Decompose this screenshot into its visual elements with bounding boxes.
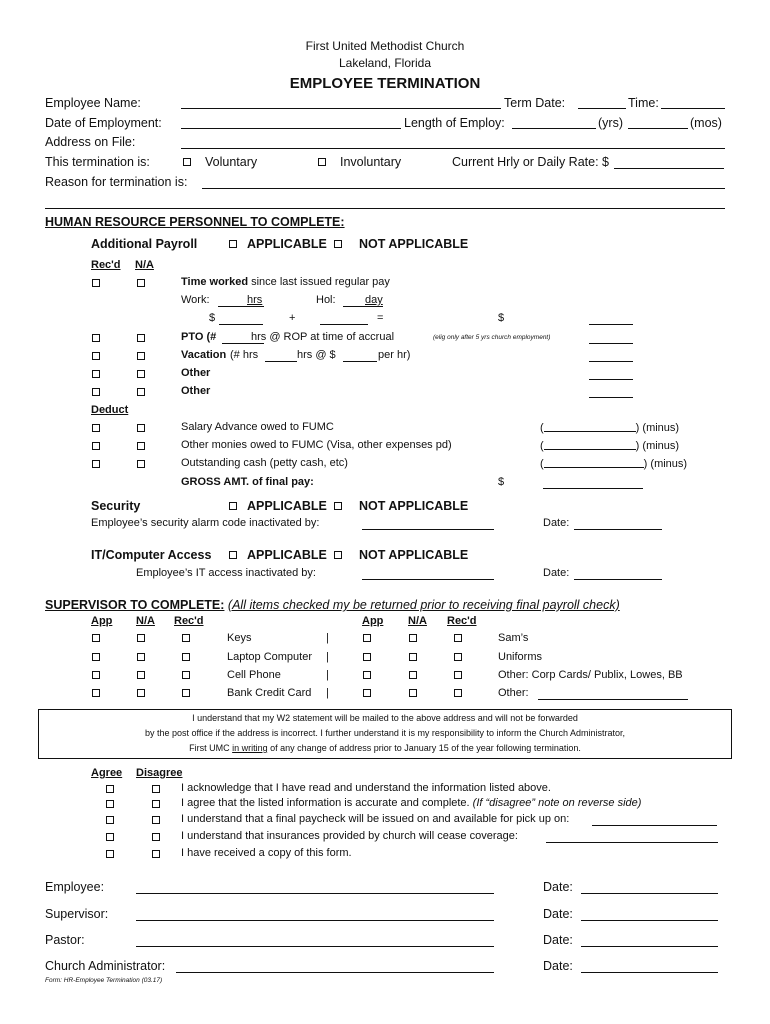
supervisor-item-keys: Keys	[227, 632, 252, 644]
vacation-total-field[interactable]	[589, 361, 633, 362]
other-1-total-field[interactable]	[589, 379, 633, 380]
additional-payroll-label: Additional Payroll	[91, 237, 198, 251]
security-inactivated-label: Employee’s security alarm code inactivated by:	[91, 517, 320, 529]
address-field[interactable]	[181, 148, 725, 149]
salary-advance-field[interactable]	[544, 421, 636, 432]
ack-3-agree-checkbox[interactable]	[106, 816, 114, 824]
length-of-employ-label: Length of Employ:	[404, 116, 505, 130]
keys-app-checkbox[interactable]	[92, 634, 100, 642]
laptop-na-checkbox[interactable]	[137, 653, 145, 661]
other-1-label: Other	[181, 367, 211, 379]
ack-1-agree-checkbox[interactable]	[106, 785, 114, 793]
church-admin-signature-field[interactable]	[176, 972, 494, 973]
pto-hrs-field[interactable]	[222, 343, 264, 344]
supervisor-item-uniforms: Uniforms	[498, 651, 543, 663]
security-not-applicable-checkbox[interactable]	[334, 502, 342, 510]
vacation-hrs-label: hrs @ $	[297, 349, 336, 361]
supervisor-item-cell-phone: Cell Phone	[227, 669, 281, 681]
org-location: Lakeland, Florida	[338, 56, 432, 70]
security-inactivated-by-field[interactable]	[362, 529, 494, 530]
it-inactivated-label: Employee’s IT access inactivated by:	[136, 567, 316, 579]
minus-label: (minus)	[650, 458, 688, 470]
involuntary-checkbox[interactable]	[318, 158, 326, 166]
ack-item-1: I acknowledge that I have read and understand the information listed above.	[181, 782, 551, 794]
uniforms-na-checkbox[interactable]	[409, 653, 417, 661]
cell-phone-na-checkbox[interactable]	[137, 671, 145, 679]
ack-item-5: I have received a copy of this form.	[181, 847, 352, 859]
it-date-label: Date:	[543, 567, 570, 579]
per-hr-label: per hr)	[378, 349, 411, 361]
notice-line-1: I understand that my W2 statement will be mailed to the above address and will not be forwarded	[192, 713, 578, 723]
employee-name-label: Employee Name:	[45, 96, 141, 110]
recd-col-header: Rec'd	[91, 259, 121, 271]
app-col-header-right: App	[362, 615, 384, 627]
date-of-employment-label: Date of Employment:	[45, 116, 162, 130]
security-applicable-checkbox[interactable]	[229, 502, 237, 510]
payroll-applicable-label: APPLICABLE	[247, 237, 327, 251]
cell-phone-recd-checkbox[interactable]	[182, 671, 190, 679]
term-date-field[interactable]	[578, 108, 626, 109]
security-label: Security	[91, 499, 141, 513]
supervisor-item-corp-cards: Other: Corp Cards/ Publix, Lowes, BB	[498, 669, 683, 681]
pto-na-checkbox[interactable]	[137, 334, 145, 342]
outstanding-cash-field[interactable]	[544, 457, 644, 468]
sams-recd-checkbox[interactable]	[454, 634, 462, 642]
page-title: EMPLOYEE TERMINATION	[289, 75, 481, 92]
uniforms-app-checkbox[interactable]	[363, 653, 371, 661]
ack-2-agree-checkbox[interactable]	[106, 800, 114, 808]
other-2-recd-checkbox[interactable]	[92, 388, 100, 396]
it-not-applicable-label: NOT APPLICABLE	[359, 548, 469, 562]
time-worked-recd-checkbox[interactable]	[92, 279, 100, 287]
vacation-recd-checkbox[interactable]	[92, 352, 100, 360]
insurance-coverage-field[interactable]	[546, 842, 718, 843]
time-worked-na-checkbox[interactable]	[137, 279, 145, 287]
pto-rest-label: hrs @ ROP at time of accrual	[251, 331, 395, 343]
outstanding-cash-label: Outstanding cash (petty cash, etc)	[181, 457, 348, 469]
pastor-date-label: Date:	[543, 933, 573, 947]
agree-col-header: Agree	[91, 767, 123, 779]
ack-item-3: I understand that a final paycheck will be issued on and available for pick up on:	[181, 813, 570, 825]
other-2-total-field[interactable]	[589, 397, 633, 398]
laptop-recd-checkbox[interactable]	[182, 653, 190, 661]
ack-item-2: I agree that the listed information is accurate and complete. (If “disagree” note on reverse side)	[181, 797, 642, 809]
mos-label: (mos)	[690, 116, 722, 130]
column-divider: |	[326, 651, 329, 663]
term-date-label: Term Date:	[504, 96, 566, 110]
ack-2-disagree-checkbox[interactable]	[152, 800, 160, 808]
hol-label: Hol:	[316, 294, 336, 306]
payroll-not-applicable-label: NOT APPLICABLE	[359, 237, 469, 251]
employee-signature-label: Employee:	[45, 880, 105, 894]
keys-recd-checkbox[interactable]	[182, 634, 190, 642]
outstanding-cash-amount: ( ) (minus)	[540, 458, 688, 470]
church-admin-date-label: Date:	[543, 959, 573, 973]
payroll-not-applicable-checkbox[interactable]	[334, 240, 342, 248]
paycheck-date-field[interactable]	[592, 825, 717, 826]
vacation-na-checkbox[interactable]	[137, 352, 145, 360]
minus-label: (minus)	[642, 422, 680, 434]
cell-phone-app-checkbox[interactable]	[92, 671, 100, 679]
other-na-checkbox[interactable]	[409, 689, 417, 697]
security-date-field[interactable]	[574, 529, 662, 530]
notice-line-3: First UMC in writing of any change of address prior to January 15 of the year following termination.	[189, 743, 581, 753]
sams-app-checkbox[interactable]	[363, 634, 371, 642]
other-monies-recd-checkbox[interactable]	[92, 442, 100, 450]
disagree-col-header: Disagree	[136, 767, 183, 779]
employee-date-field[interactable]	[581, 893, 718, 894]
reason-label: Reason for termination is:	[45, 175, 188, 189]
ack-3-disagree-checkbox[interactable]	[152, 816, 160, 824]
employee-date-label: Date:	[543, 880, 573, 894]
column-divider: |	[326, 632, 329, 644]
ack-5-disagree-checkbox[interactable]	[152, 850, 160, 858]
minus-label: (minus)	[642, 440, 680, 452]
bank-card-na-checkbox[interactable]	[137, 689, 145, 697]
other-1-recd-checkbox[interactable]	[92, 370, 100, 378]
app-col-header-left: App	[91, 615, 113, 627]
hol-day-unit: day	[365, 294, 383, 306]
termination-is-label: This termination is:	[45, 155, 150, 169]
hol-amount-field[interactable]	[320, 324, 368, 325]
total-dollar-sign: $	[498, 312, 505, 324]
work-amount-field[interactable]	[219, 324, 263, 325]
current-rate-label: Current Hrly or Daily Rate: $	[452, 155, 609, 169]
column-divider: |	[326, 669, 329, 681]
sams-na-checkbox[interactable]	[409, 634, 417, 642]
other-2-na-checkbox[interactable]	[137, 388, 145, 396]
supervisor-item-laptop: Laptop Computer	[227, 651, 312, 663]
supervisor-item-sams: Sam’s	[498, 632, 529, 644]
it-not-applicable-checkbox[interactable]	[334, 551, 342, 559]
time-worked-total-field[interactable]	[589, 324, 633, 325]
ack-item-4: I understand that insurances provided by church will cease coverage:	[181, 830, 518, 842]
security-applicable-label: APPLICABLE	[247, 499, 327, 513]
length-yrs-field[interactable]	[512, 128, 596, 129]
salary-advance-recd-checkbox[interactable]	[92, 424, 100, 432]
ack-5-agree-checkbox[interactable]	[106, 850, 114, 858]
other-monies-na-checkbox[interactable]	[137, 442, 145, 450]
equals-sign: =	[377, 312, 384, 324]
other-app-checkbox[interactable]	[363, 689, 371, 697]
salary-advance-amount: ( ) (minus)	[540, 422, 680, 434]
ack-1-disagree-checkbox[interactable]	[152, 785, 160, 793]
other-recd-checkbox[interactable]	[454, 689, 462, 697]
plus-sign: +	[289, 312, 296, 324]
pto-recd-checkbox[interactable]	[92, 334, 100, 342]
it-applicable-label: APPLICABLE	[247, 548, 327, 562]
recd-col-header-left: Rec'd	[174, 615, 204, 627]
time-field[interactable]	[661, 108, 725, 109]
gross-amount-field[interactable]	[543, 488, 643, 489]
reason-field[interactable]	[202, 188, 725, 189]
voluntary-checkbox[interactable]	[183, 158, 191, 166]
outstanding-cash-recd-checkbox[interactable]	[92, 460, 100, 468]
supervisor-date-field[interactable]	[581, 920, 718, 921]
pastor-signature-field[interactable]	[136, 946, 494, 947]
other-2-label: Other	[181, 385, 211, 397]
bank-card-app-checkbox[interactable]	[92, 689, 100, 697]
church-admin-signature-label: Church Administrator:	[45, 959, 166, 973]
security-date-label: Date:	[543, 517, 570, 529]
date-of-employment-field[interactable]	[181, 128, 401, 129]
employee-signature-field[interactable]	[136, 893, 494, 894]
recd-col-header-right: Rec'd	[447, 615, 477, 627]
supervisor-date-label: Date:	[543, 907, 573, 921]
address-notice-box	[38, 709, 732, 759]
other-monies-label: Other monies owed to FUMC (Visa, other expenses pd)	[181, 439, 452, 451]
voluntary-label: Voluntary	[205, 155, 258, 169]
time-worked-label: Time worked since last issued regular pay	[181, 276, 390, 288]
other-1-na-checkbox[interactable]	[137, 370, 145, 378]
supervisor-heading: SUPERVISOR TO COMPLETE: (All items checked my be returned prior to receiving final payroll check)	[45, 598, 620, 612]
gross-amount-label: GROSS AMT. of final pay:	[181, 476, 314, 488]
security-not-applicable-label: NOT APPLICABLE	[359, 499, 469, 513]
keys-na-checkbox[interactable]	[137, 634, 145, 642]
work-label: Work:	[181, 294, 210, 306]
reason-field-line-2[interactable]	[45, 208, 725, 209]
hol-day-field[interactable]	[343, 306, 383, 307]
pastor-signature-label: Pastor:	[45, 933, 85, 947]
column-divider: |	[326, 687, 329, 699]
it-access-label: IT/Computer Access	[91, 548, 212, 562]
other-monies-amount: ( ) (minus)	[540, 440, 680, 452]
pto-total-field[interactable]	[589, 343, 633, 344]
vacation-label: Vacation	[181, 349, 227, 361]
na-col-header-left: N/A	[136, 615, 155, 627]
form-footer: Form: HR-Employee Termination (03.17)	[45, 977, 163, 984]
outstanding-cash-na-checkbox[interactable]	[137, 460, 145, 468]
org-name: First United Methodist Church	[305, 39, 465, 53]
bank-card-recd-checkbox[interactable]	[182, 689, 190, 697]
supervisor-item-other: Other:	[498, 687, 529, 699]
other-item-field[interactable]	[538, 699, 688, 700]
corp-cards-recd-checkbox[interactable]	[454, 671, 462, 679]
yrs-label: (yrs)	[598, 116, 623, 130]
notice-line-2: by the post office if the address is incorrect. I further understand it is my responsibility to inform the Church Administrator,	[144, 728, 626, 738]
vacation-rate-field[interactable]	[343, 361, 377, 362]
length-mos-field[interactable]	[628, 128, 688, 129]
salary-advance-na-checkbox[interactable]	[137, 424, 145, 432]
pto-label: PTO (#	[181, 331, 217, 343]
na-col-header-right: N/A	[408, 615, 427, 627]
supervisor-signature-field[interactable]	[136, 920, 494, 921]
vacation-hrs-field[interactable]	[265, 361, 297, 362]
current-rate-field[interactable]	[614, 168, 724, 169]
hr-section-heading: HUMAN RESOURCE PERSONNEL TO COMPLETE:	[45, 215, 345, 229]
laptop-app-checkbox[interactable]	[92, 653, 100, 661]
ack-4-agree-checkbox[interactable]	[106, 833, 114, 841]
pastor-date-field[interactable]	[581, 946, 718, 947]
work-dollar-sign: $	[209, 312, 216, 324]
it-inactivated-by-field[interactable]	[362, 579, 494, 580]
payroll-applicable-checkbox[interactable]	[229, 240, 237, 248]
vacation-rest-label: (# hrs	[230, 349, 259, 361]
supervisor-item-bank-card: Bank Credit Card	[227, 687, 312, 699]
other-monies-field[interactable]	[544, 439, 636, 450]
time-label: Time:	[628, 96, 659, 110]
it-date-field[interactable]	[574, 579, 662, 580]
it-applicable-checkbox[interactable]	[229, 551, 237, 559]
gross-dollar-sign: $	[498, 476, 505, 488]
pto-note: (elig only after 5 yrs church employment)	[433, 334, 551, 341]
supervisor-signature-label: Supervisor:	[45, 907, 109, 921]
work-hrs-unit: hrs	[247, 294, 263, 306]
deduct-label: Deduct	[91, 404, 129, 416]
work-hrs-field[interactable]	[218, 306, 264, 307]
na-col-header: N/A	[135, 259, 154, 271]
ack-4-disagree-checkbox[interactable]	[152, 833, 160, 841]
corp-cards-app-checkbox[interactable]	[363, 671, 371, 679]
salary-advance-label: Salary Advance owed to FUMC	[181, 421, 334, 433]
address-label: Address on File:	[45, 135, 136, 149]
involuntary-label: Involuntary	[340, 155, 402, 169]
employee-name-field[interactable]	[181, 108, 501, 109]
uniforms-recd-checkbox[interactable]	[454, 653, 462, 661]
corp-cards-na-checkbox[interactable]	[409, 671, 417, 679]
church-admin-date-field[interactable]	[581, 972, 718, 973]
